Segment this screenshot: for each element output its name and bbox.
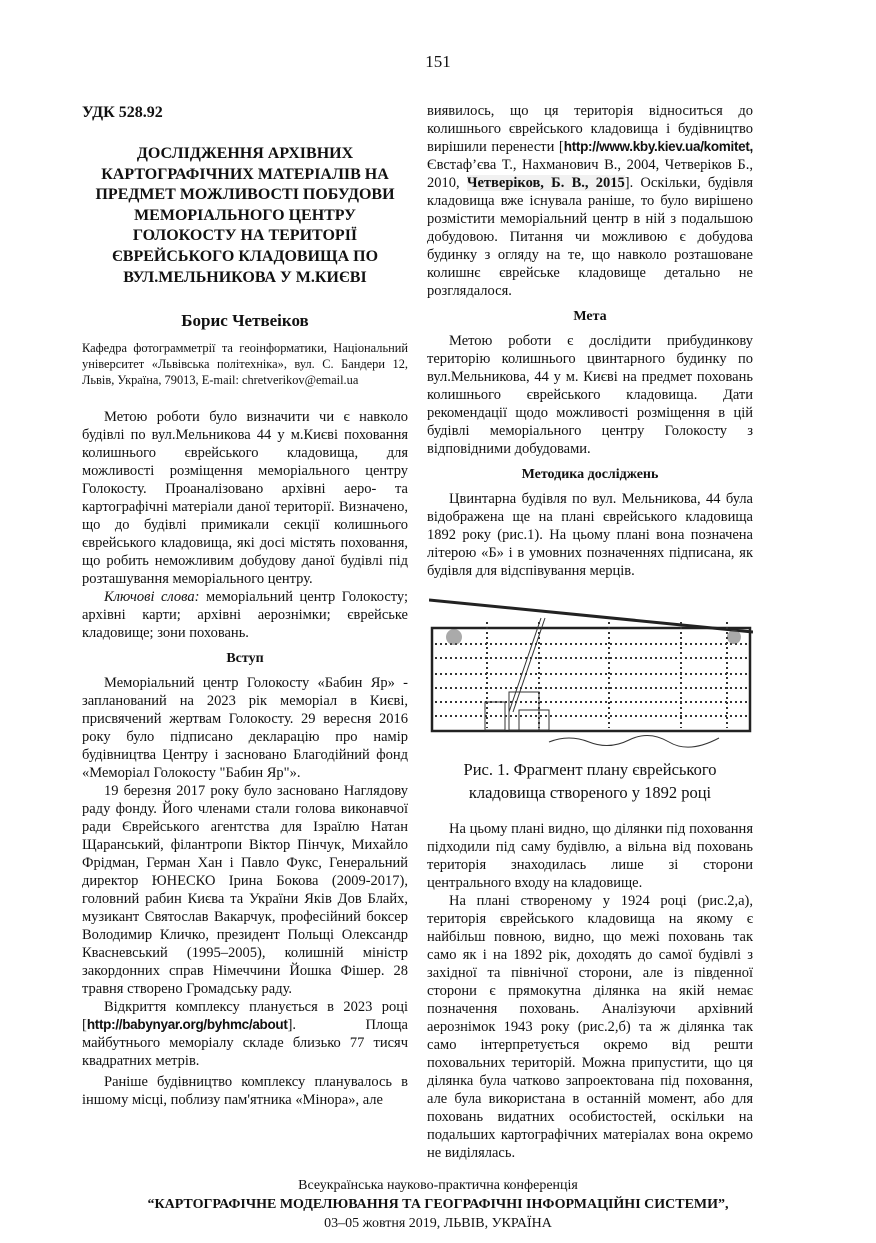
paragraph bbox=[427, 102, 753, 300]
cemetery-plan-figure bbox=[429, 592, 753, 750]
abstract: Метою роботи було визначити чи є навколо будівлі по вул.Мельникова 44 у м.Києві поховання колишнього єврейського кладовища, для можливості розміщення меморіального центру Голокосту. Проаналізовано архівні аеро- та картографічні матеріали даної території. Визначено, що до будівлі примикали секції колишнього єврейського кладовища, які досі містять поховання, що робить неможливим добудову даної будівлі під розташування меморіального центру. bbox=[82, 409, 408, 588]
highlighted-citation: Четверіков, Б. В., 2015 bbox=[466, 175, 625, 191]
keywords-label: Ключові слова: bbox=[104, 589, 200, 606]
figure-caption: Рис. 1. Фрагмент плану єврейського кладовища створеного у 1892 році bbox=[463, 760, 717, 802]
section-heading-goal: Мета bbox=[573, 309, 607, 324]
affiliation: Кафедра фотограмметрії та геоінформатики, Національний університет «Львівська політехніка», вул. С. Бандери 12, Львів, Україна, 79013, E-mail: chretverikov@email.ua bbox=[82, 341, 408, 388]
paragraph: На цьому плані видно, що ділянки під поховання підходили під саму будівлю, а вільна від поховань територія знаходилась лише зі сторони центрального входу на кладовище. bbox=[427, 821, 753, 891]
author-name: Борис Четвеіков bbox=[181, 311, 309, 331]
keywords-text: меморіальний центр Голокосту; архівні карти; архівні аерознімки; єврейське кладовище; зони поховань. bbox=[82, 589, 409, 642]
udk-code: УДК 528.92 bbox=[82, 104, 163, 121]
right-column bbox=[427, 102, 753, 1162]
paper-title: ДОСЛІДЖЕННЯ АРХІВНИХ КАРТОГРАФІЧНИХ МАТЕРІАЛІВ НА ПРЕДМЕТ МОЖЛИВОСТІ ПОБУДОВИ МЕМОРІАЛЬНОГО ЦЕНТРУ ГОЛОКОСТУ НА ТЕРИТОРІЇ ЄВРЕЙСЬКОГО КЛАДОВИЩА ПО ВУЛ.МЕЛЬНИКОВА У М.КИЄВІ bbox=[95, 145, 395, 286]
paragraph bbox=[82, 998, 408, 1070]
text: ]. Оскільки, будівля кладовища вже існувала раніше, то було вирішено розмістити меморіальний центр в ній з подальшою добудовою. Питання чи можливою є добудова будинку з огляду на те, що навколо розташоване колишнє єврейське кладовище детально не розглядалося. bbox=[427, 175, 754, 299]
paragraph: Цвинтарна будівля по вул. Мельникова, 44 була відображена ще на плані єврейського кладовища 1892 року (рис.1). На цьому плані вона позначена літерою «Б» і в умовних позначеннях підписана, як будівля для відспівування мерців. bbox=[427, 491, 753, 579]
text: Євстаф’єва Т., Нахманович В., 2004, Четверіков Б., 2010, bbox=[427, 157, 753, 191]
footer-conference-title: “КАРТОГРАФІЧНЕ МОДЕЛЮВАННЯ ТА ГЕОГРАФІЧНІ ІНФОРМАЦІЙНІ СИСТЕМИ”, bbox=[147, 1197, 729, 1212]
footer-date-place: 03–05 жовтня 2019, ЛЬВІВ, УКРАЇНА bbox=[324, 1216, 552, 1231]
paragraph: Метою роботи є дослідити прибудинкову територію колишнього цвинтарного будинку по вул.Мельникова, 44 у м. Києві на предмет поховань колишнього єврейського кладовища. Дати рекомендації щодо можливості розміщення в цій будівлі меморіального центру Голокосту з відповідними добудовами. bbox=[427, 333, 753, 457]
text: Відкриття комплексу планується в 2023 році [ bbox=[82, 999, 408, 1034]
paragraph: Меморіальний центр Голокосту «Бабин Яр» - запланований на 2023 рік меморіал в Києві, присвячений жертвам Голокосту. 29 вересня 2016 року було підписано декларацію про намір будівництва Центру і засновано Благодійний фонд «Меморіал Голокосту "Бабин Яр"». bbox=[82, 675, 408, 782]
link-kby[interactable]: http://www.kby.kiev.ua/komitet, bbox=[563, 139, 753, 154]
keywords bbox=[82, 588, 408, 642]
text: виявилось, що ця територія відноситься до колишнього єврейського кладовища і будівництво вирішили перенести [ bbox=[427, 103, 753, 155]
paragraph: Раніше будівництво комплексу планувалось в іншому місці, поблизу пам'ятника «Мінора», але bbox=[82, 1074, 408, 1109]
paragraph: 19 березня 2017 року було засновано Наглядову раду фонду. Його членами стали голова виконавчої ради Єврейського агентства для Ізраїлю Натан Щаранський, філантропи Віктор Пінчук, Михайло Фрідман, Герман Хан і Павло Фукс, Генеральний директор ЮНЕСКО Ірина Бокова (2009-2017), головний рабин Києва та України Яків Дов Блайх, музикант Святослав Вакарчук, професійний боксер Володимир Кличко, президент Польщі Олександр Квасневський (1995–2005), колишній міністр закордонних справ Німеччини Йошка Фішер. 28 травня створено Громадську раду. bbox=[82, 783, 408, 998]
link-babynyar[interactable]: http://babynyar.org/byhmc/about bbox=[86, 1017, 288, 1033]
page-footer bbox=[0, 1176, 876, 1233]
text: ]. Площа майбутнього меморіалу складе близько 77 тисяч квадратних метрів. bbox=[82, 1017, 408, 1070]
page-number: 151 bbox=[425, 52, 451, 71]
paragraph: На плані створеному у 1924 році (рис.2,а), територія єврейського кладовища на якому є найбільш повною, видно, що межі поховань так само як і на 1892 рік, доходять до самої будівлі з західної та північної сторони, але із південної сторони є прямокутна ділянка на якій немає позначення поховань. Аналізуючи архівний аерознімок 1943 року (рис.2,б) та ж ділянка так само інтерпретується окремо від решти поховальних територій. Можна припустити, що ця ділянка була чатково запроектована під поховання, але була використана в останній момент, або для поховань видатних особистостей, оскільки на подальших картографічних матеріалах вона окремо не виділялась. bbox=[427, 893, 753, 1161]
section-heading-method: Методика досліджень bbox=[521, 467, 659, 482]
section-heading-intro: Вступ bbox=[226, 651, 264, 667]
footer-line-1: Всеукраїнська науково-практична конференція bbox=[298, 1178, 578, 1193]
left-column bbox=[82, 104, 408, 1109]
